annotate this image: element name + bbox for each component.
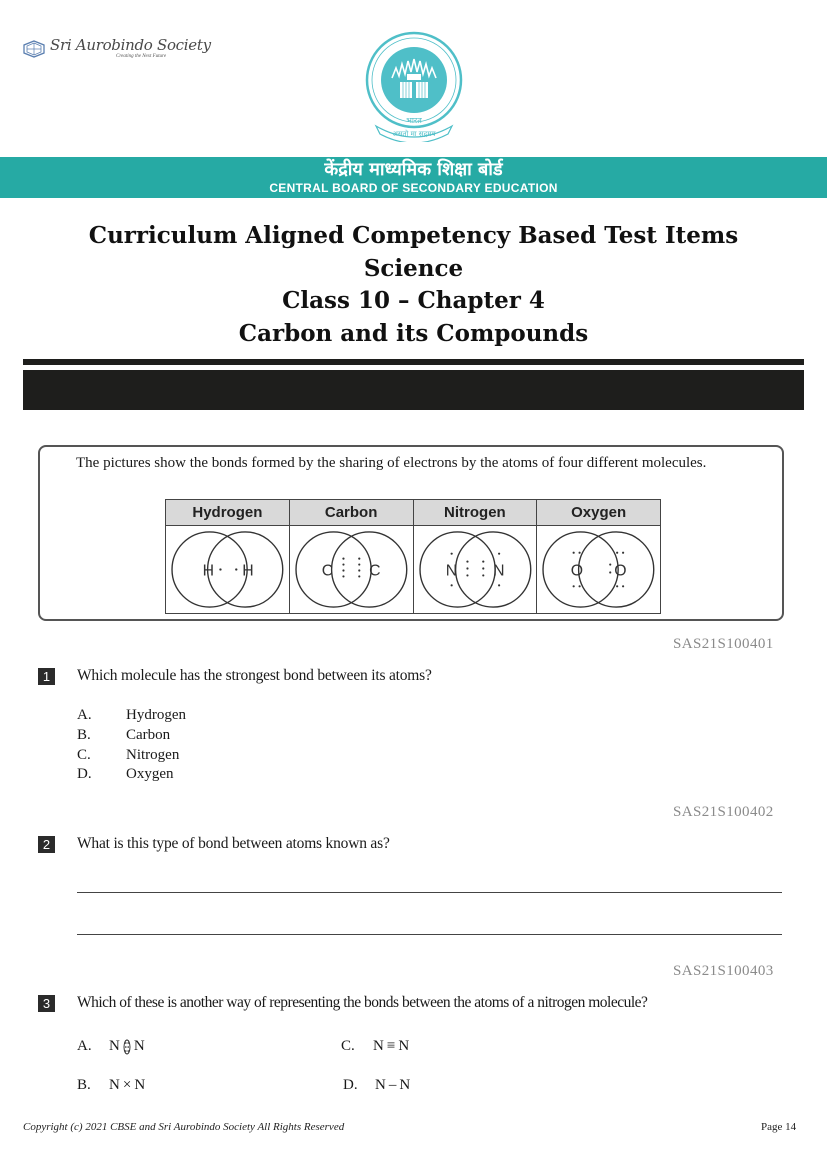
svg-text:C: C [321,562,333,580]
option-letter: B. [77,1077,91,1093]
svg-text:N: N [492,562,505,580]
answer-option[interactable] [77,765,186,785]
question-number-badge: 2 [38,836,55,853]
molecule-column-oxygen [537,500,660,613]
option-formula: N N [109,1038,145,1054]
answer-option[interactable] [77,1038,145,1055]
option-letter: A. [77,1038,92,1054]
svg-text:O: O [614,562,627,580]
answer-line[interactable] [77,892,782,893]
molecule-column-carbon [290,500,414,613]
molecule-column-nitrogen [414,500,538,613]
answer-line[interactable] [77,934,782,935]
option-text: Carbon [126,726,171,743]
publisher-tagline: Creating the Next Future [116,54,167,59]
item-code: SAS21S100402 [673,804,774,820]
question-number-badge: 3 [38,995,55,1012]
svg-text:C: C [368,562,381,580]
item-code: SAS21S100401 [673,636,774,652]
board-name-banner [0,157,827,198]
electron-dot-diagram-nitrogen [414,526,537,613]
stimulus-text: The pictures show the bonds formed by the sharing of electrons by the atoms of four different molecules. [76,455,707,471]
option-letter: B. [77,726,91,743]
svg-text:असतो मा सद्गमय: असतो मा सद्गमय [392,130,436,138]
globe-emblem-icon [22,40,46,58]
option-text: Nitrogen [126,746,180,763]
triple-bond-dots-icon [123,1039,131,1055]
svg-text:O: O [570,562,584,580]
molecule-header: Oxygen [537,500,660,526]
publisher-name: Sri Aurobindo Society [50,36,211,54]
option-text: Oxygen [126,766,174,783]
molecule-header: Nitrogen [414,500,537,526]
option-letter: D. [343,1077,358,1093]
option-letter: C. [341,1038,355,1054]
divider-bar [23,370,804,410]
answer-option[interactable] [77,746,186,766]
option-formula: N × N [109,1077,146,1093]
board-name-hindi: केंद्रीय माध्यमिक शिक्षा बोर्ड [324,159,503,180]
page-number: Page 14 [761,1121,797,1133]
option-letter: D. [77,766,92,783]
svg-text:H: H [242,562,254,580]
answer-option[interactable] [341,1038,409,1055]
board-name-english: CENTRAL BOARD OF SECONDARY EDUCATION [269,181,558,195]
molecule-table [165,499,661,614]
svg-text:N: N [445,562,457,580]
question-number-badge: 1 [38,668,55,685]
answer-option[interactable] [343,1077,410,1094]
publisher-logo [22,38,211,59]
item-code: SAS21S100403 [673,963,774,979]
document-title [0,220,827,350]
option-letter: A. [77,707,92,723]
answer-option[interactable] [77,726,186,746]
answer-options [77,706,186,785]
divider-thin [23,359,804,365]
answer-option[interactable] [77,706,186,726]
cbse-seal-logo [362,30,466,142]
electron-dot-diagram-oxygen [537,526,660,613]
option-text: Hydrogen [126,707,186,723]
question-text: Which molecule has the strongest bond between its atoms? [77,667,432,684]
electron-dot-diagram-carbon [290,526,413,613]
title-line-class: Class 10 – Chapter 4 [282,287,545,314]
title-line-subject: Science [363,254,464,282]
question-text: Which of these is another way of representing the bonds between the atoms of a nitrogen molecule? [77,994,648,1011]
svg-text:भारत: भारत [406,116,422,125]
option-formula: N – N [375,1077,411,1093]
svg-text:H: H [202,562,215,580]
molecule-header: Carbon [290,500,413,526]
title-line-series: Curriculum Aligned Competency Based Test Items [88,222,739,249]
option-formula: N ≡ N [373,1038,410,1054]
molecule-column-hydrogen [166,500,290,613]
molecule-header: Hydrogen [166,500,289,526]
question-text: What is this type of bond between atoms known as? [77,835,390,852]
stimulus-box [38,445,784,621]
electron-dot-diagram-hydrogen [166,526,289,613]
title-line-chapter: Carbon and its Compounds [238,319,589,347]
copyright-notice: Copyright (c) 2021 CBSE and Sri Aurobindo Society All Rights Reserved [23,1121,345,1133]
answer-option[interactable] [77,1077,145,1094]
option-letter: C. [77,746,91,763]
